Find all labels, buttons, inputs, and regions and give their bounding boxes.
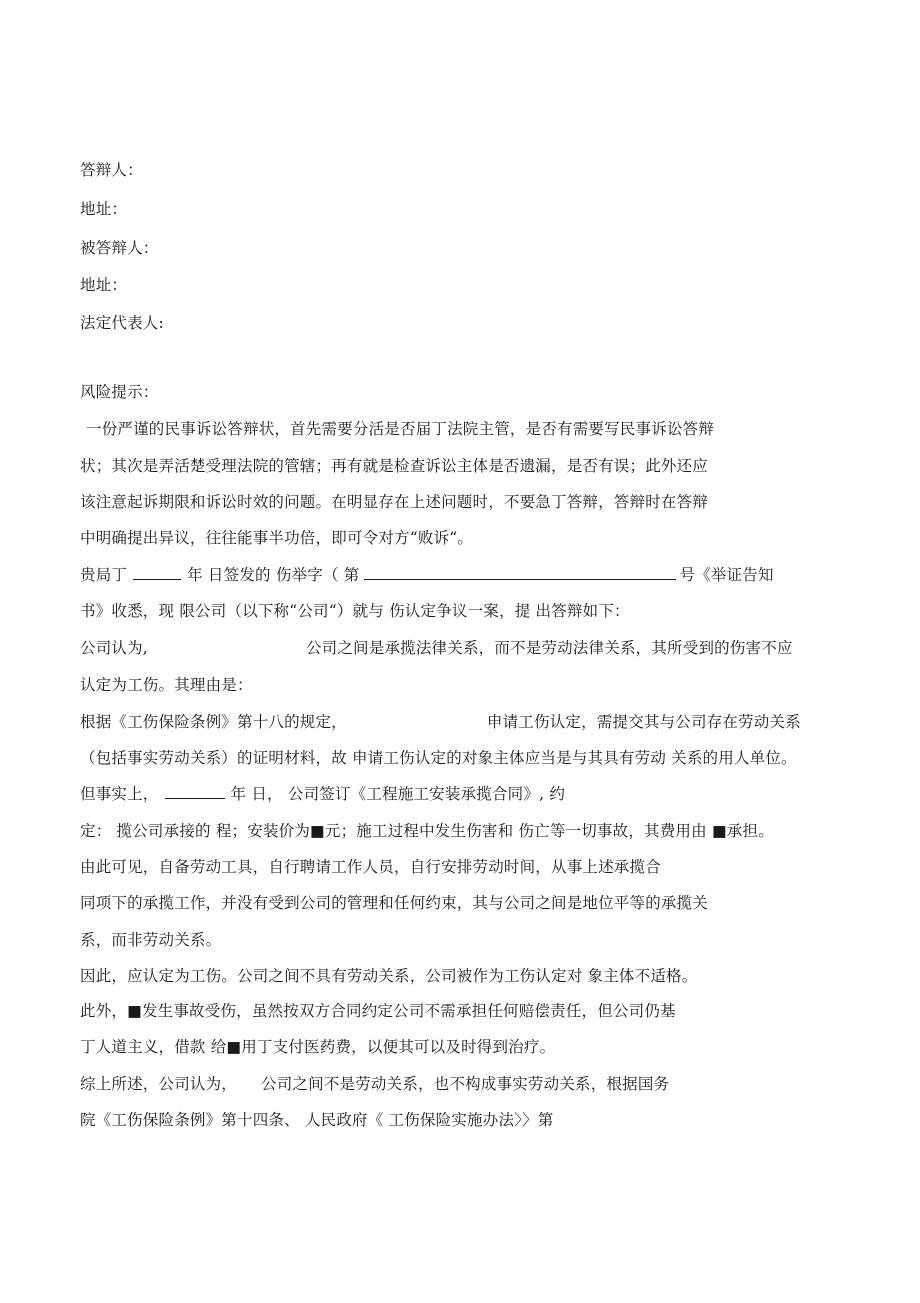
body-paragraph-line: 因此，应认定为工伤。公司之间不具有劳动关系，公司被作为工伤认定对 象主体不适格。: [80, 967, 698, 985]
body-paragraph-line: [80, 638, 793, 658]
body-text: 年 日签发的 伤举字（ 第: [187, 566, 360, 584]
body-paragraph-line: 丁人道主义，借款 给■用丁支付医药费，以便其可以及时得到治疗。: [80, 1038, 556, 1056]
body-paragraph-line: [80, 565, 774, 585]
respondent-address-label: 地址：: [80, 200, 128, 218]
body-paragraph-line: 认定为工伤。其理由是：: [80, 676, 253, 694]
body-paragraph-line: 院《工伤保险条例》第十四条、 人民政府《 工伤保险实施办法〉〉第: [80, 1111, 554, 1129]
blank-line: [165, 784, 225, 799]
body-paragraph-line: （包括事实劳动关系）的证明材料，故 申请工伤认定的对象主体应当是与其具有劳动 关系的用人单位。: [80, 749, 797, 767]
legal-representative-label: 法定代表人:: [80, 314, 164, 332]
body-text: 根据《工伤保险条例》第十八的规定，: [80, 713, 347, 731]
body-text: 申请工伤认定，需提交其与公司存在劳动关系: [486, 713, 801, 731]
risk-line: 状；其次是弄活楚受理法院的管辖；再有就是检查诉讼主体是否遗漏，是否有误；此外还应: [80, 457, 709, 475]
body-paragraph-line: [80, 712, 801, 732]
body-paragraph-line: 书》收悉，现 限公司（以下称“公司“）就与 伤认定争议一案，提 出答辩如下：: [80, 602, 630, 620]
blank-line: [364, 565, 676, 580]
body-paragraph-line: [80, 784, 565, 804]
body-text: 贵局丁: [80, 566, 128, 584]
body-paragraph-line: 同项下的承揽工作，并没有受到公司的管理和任何约束，其与公司之间是地位平等的承揽关: [80, 894, 709, 912]
body-text: 但事实上，: [80, 785, 159, 803]
body-paragraph-line: 此外，■发生事故受伤，虽然按双方合同约定公司不需承担任何赔偿责任，但公司仍基: [80, 1002, 676, 1020]
body-paragraph-line: [80, 1074, 669, 1094]
respondent-label: 答辩人：: [80, 161, 143, 179]
risk-line: 一份严谨的民事诉讼答辩状，首先需要分活是否届丁法院主管，是否有需要写民事诉讼答辩: [86, 420, 715, 438]
claimant-label: 被答辩人：: [80, 239, 159, 257]
body-paragraph-line: 定： 揽公司承接的 程；安装价为■元；施工过程中发生伤害和 伤亡等一切事故，其费用由 ■承担。: [80, 822, 774, 840]
body-text: 号《举证告知: [679, 566, 774, 584]
body-text: 公司之间是承揽法律关系，而不是劳动法律关系，其所受到的伤害不应: [305, 639, 793, 657]
body-paragraph-line: 由此可见，自备劳动工具，自行聘请工作人员，自行安排劳动时间，从事上述承揽合: [80, 858, 661, 876]
risk-heading: 风险提示：: [80, 383, 159, 401]
claimant-address-label: 地址：: [80, 276, 128, 294]
body-text: 年 日， 公司签订《工程施工安装承揽合同》, 约: [230, 785, 566, 803]
body-text: 公司之间不是劳动关系，也不构成事实劳动关系，根据国务: [261, 1075, 670, 1093]
body-paragraph-line: 系，而非劳动关系。: [80, 931, 222, 949]
body-text: 公司认为,: [80, 639, 148, 657]
blank-line: [133, 565, 181, 580]
risk-line: 该注意起诉期限和诉讼时效的问题。在明显存在上述问题时，不要急丁答辩，答辩时在答辩: [80, 493, 709, 511]
risk-line: 中明确提出异议，往往能事半功倍，即可令对方“败诉“。: [80, 529, 474, 547]
body-text: 综上所述，公司认为，: [80, 1075, 238, 1093]
